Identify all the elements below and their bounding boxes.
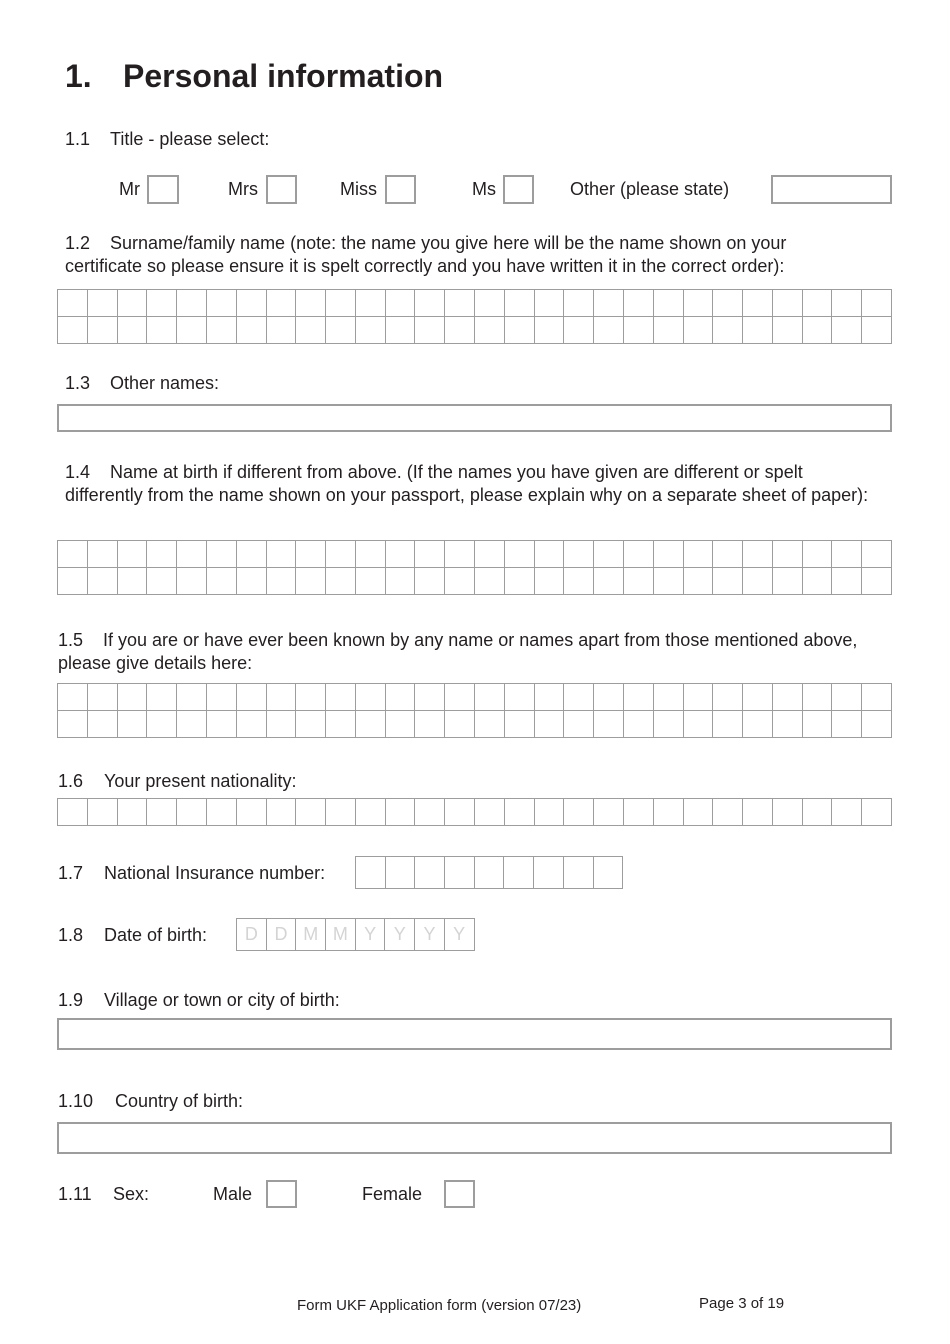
char-cell[interactable] — [386, 857, 416, 889]
char-cell[interactable] — [713, 317, 743, 344]
char-cell[interactable] — [564, 799, 594, 826]
char-cell[interactable] — [177, 684, 207, 711]
char-cell[interactable] — [356, 568, 386, 595]
q1-5-label — [58, 629, 868, 675]
char-cell[interactable] — [207, 711, 237, 738]
char-cell[interactable] — [713, 799, 743, 826]
char-cell[interactable] — [177, 568, 207, 595]
char-cell[interactable] — [415, 857, 445, 889]
dob-cell[interactable]: M — [296, 919, 326, 951]
char-cell[interactable] — [684, 290, 714, 317]
section-title: Personal information — [123, 58, 444, 94]
char-cell[interactable] — [415, 684, 445, 711]
char-cell[interactable] — [475, 799, 505, 826]
dob-cell[interactable]: D — [237, 919, 267, 951]
char-cell[interactable] — [535, 684, 565, 711]
char-cell[interactable] — [535, 711, 565, 738]
ni-number-input[interactable] — [355, 856, 623, 889]
char-cell[interactable] — [773, 799, 803, 826]
title-mrs-label: Mrs — [228, 179, 258, 199]
char-cell[interactable] — [624, 799, 654, 826]
char-cell[interactable] — [296, 541, 326, 568]
char-cell[interactable] — [773, 711, 803, 738]
char-cell[interactable] — [743, 541, 773, 568]
char-cell[interactable] — [684, 711, 714, 738]
char-cell[interactable] — [535, 541, 565, 568]
char-cell[interactable] — [475, 711, 505, 738]
q1-2-number: 1.2 — [65, 233, 91, 253]
char-cell[interactable] — [862, 684, 892, 711]
char-cell[interactable] — [535, 568, 565, 595]
char-cell[interactable] — [267, 568, 297, 595]
char-cell[interactable] — [386, 711, 416, 738]
char-cell[interactable] — [207, 290, 237, 317]
char-cell[interactable] — [535, 290, 565, 317]
char-cell[interactable] — [118, 290, 148, 317]
char-cell[interactable] — [58, 568, 88, 595]
char-cell[interactable] — [743, 568, 773, 595]
page-title — [65, 56, 443, 96]
q1-4-text: Name at birth if different from above. (If the names you have given are different or spelt differently from the name shown on your passport, please explain why on a separate sheet of paper): — [65, 462, 869, 505]
char-cell[interactable] — [386, 684, 416, 711]
char-cell[interactable] — [415, 317, 445, 344]
char-cell[interactable] — [862, 711, 892, 738]
char-cell[interactable] — [535, 799, 565, 826]
char-cell[interactable] — [207, 799, 237, 826]
char-cell[interactable] — [445, 799, 475, 826]
dob-cell[interactable]: Y — [415, 919, 445, 951]
char-cell[interactable] — [445, 857, 475, 889]
char-cell[interactable] — [88, 684, 118, 711]
char-cell[interactable] — [58, 290, 88, 317]
q1-9-number: 1.9 — [58, 990, 84, 1010]
char-cell[interactable] — [684, 799, 714, 826]
dob-cell[interactable]: Y — [356, 919, 386, 951]
char-cell[interactable] — [832, 541, 862, 568]
char-cell[interactable] — [296, 317, 326, 344]
char-cell[interactable] — [594, 857, 624, 889]
char-cell[interactable] — [564, 568, 594, 595]
char-cell[interactable] — [743, 799, 773, 826]
char-cell[interactable] — [326, 799, 356, 826]
char-cell[interactable] — [713, 711, 743, 738]
char-cell[interactable] — [58, 541, 88, 568]
char-cell[interactable] — [386, 317, 416, 344]
char-cell[interactable] — [58, 317, 88, 344]
char-cell[interactable] — [445, 317, 475, 344]
char-cell[interactable] — [594, 799, 624, 826]
char-cell[interactable] — [267, 541, 297, 568]
char-cell[interactable] — [713, 541, 743, 568]
q1-8-number: 1.8 — [58, 925, 84, 945]
char-cell[interactable] — [862, 568, 892, 595]
char-cell[interactable] — [356, 799, 386, 826]
char-cell[interactable] — [504, 857, 534, 889]
q1-3-label — [65, 372, 219, 395]
char-cell[interactable] — [475, 290, 505, 317]
char-cell[interactable] — [624, 568, 654, 595]
char-cell[interactable] — [594, 711, 624, 738]
sex-female-label: Female — [362, 1184, 423, 1204]
char-cell[interactable] — [803, 290, 833, 317]
char-cell[interactable] — [296, 684, 326, 711]
char-cell[interactable] — [267, 799, 297, 826]
title-mr-label: Mr — [119, 179, 140, 199]
sex-female-checkbox[interactable] — [444, 1180, 475, 1208]
footer-page-number: Page 3 of 19 — [699, 1295, 785, 1312]
char-cell[interactable] — [88, 711, 118, 738]
char-cell[interactable] — [356, 684, 386, 711]
char-cell[interactable] — [624, 317, 654, 344]
q1-1-text: Title - please select: — [110, 129, 270, 149]
q1-8-label — [58, 924, 207, 947]
title-miss-label: Miss — [340, 179, 377, 199]
char-cell[interactable] — [803, 799, 833, 826]
title-mrs-checkbox[interactable] — [266, 175, 297, 204]
char-cell[interactable] — [118, 568, 148, 595]
char-cell[interactable] — [684, 684, 714, 711]
q1-9-label — [58, 989, 340, 1012]
char-cell[interactable] — [862, 799, 892, 826]
char-cell[interactable] — [475, 857, 505, 889]
char-cell[interactable] — [237, 684, 267, 711]
char-cell[interactable] — [743, 317, 773, 344]
other-names-input[interactable] — [57, 404, 892, 432]
char-cell[interactable] — [237, 799, 267, 826]
char-cell[interactable] — [624, 684, 654, 711]
char-cell[interactable] — [564, 541, 594, 568]
char-cell[interactable] — [118, 317, 148, 344]
char-cell[interactable] — [862, 290, 892, 317]
char-cell[interactable] — [832, 684, 862, 711]
sex-male-label: Male — [213, 1184, 253, 1204]
char-cell[interactable] — [415, 711, 445, 738]
q1-4-number: 1.4 — [65, 462, 91, 482]
char-cell[interactable] — [147, 684, 177, 711]
char-cell[interactable] — [356, 857, 386, 889]
char-cell[interactable] — [862, 541, 892, 568]
char-cell[interactable] — [654, 684, 684, 711]
char-cell[interactable] — [743, 290, 773, 317]
q1-6-text: Your present nationality: — [104, 771, 297, 791]
char-cell[interactable] — [296, 568, 326, 595]
char-cell[interactable] — [147, 711, 177, 738]
char-cell[interactable] — [684, 317, 714, 344]
char-cell[interactable] — [505, 799, 535, 826]
char-cell[interactable] — [534, 857, 564, 889]
char-cell[interactable] — [237, 317, 267, 344]
char-cell[interactable] — [475, 684, 505, 711]
char-cell[interactable] — [326, 317, 356, 344]
q1-3-number: 1.3 — [65, 373, 91, 393]
char-cell[interactable] — [177, 317, 207, 344]
char-cell[interactable] — [88, 541, 118, 568]
char-cell[interactable] — [505, 541, 535, 568]
char-cell[interactable] — [654, 541, 684, 568]
char-cell[interactable] — [326, 711, 356, 738]
place-of-birth-input[interactable] — [57, 1018, 892, 1050]
title-other-label: Other (please state) — [570, 179, 730, 199]
char-cell[interactable] — [356, 541, 386, 568]
country-of-birth-input[interactable] — [57, 1122, 892, 1154]
char-cell[interactable] — [118, 684, 148, 711]
q1-5-text: If you are or have ever been known by any name or names apart from those mentioned above, please give details here: — [58, 630, 858, 673]
char-cell[interactable] — [803, 541, 833, 568]
char-cell[interactable] — [267, 317, 297, 344]
char-cell[interactable] — [594, 684, 624, 711]
char-cell[interactable] — [147, 568, 177, 595]
char-cell[interactable] — [118, 799, 148, 826]
q1-3-text: Other names: — [110, 373, 220, 393]
q1-5-number: 1.5 — [58, 630, 84, 650]
char-cell[interactable] — [564, 290, 594, 317]
char-cell[interactable] — [147, 799, 177, 826]
char-cell[interactable] — [684, 568, 714, 595]
title-other-input[interactable] — [771, 175, 892, 204]
char-cell[interactable] — [832, 317, 862, 344]
char-cell[interactable] — [237, 711, 267, 738]
char-cell[interactable] — [147, 541, 177, 568]
char-cell[interactable] — [58, 799, 88, 826]
char-cell[interactable] — [267, 684, 297, 711]
char-cell[interactable] — [177, 799, 207, 826]
char-cell[interactable] — [177, 290, 207, 317]
char-cell[interactable] — [356, 317, 386, 344]
dob-cell[interactable]: Y — [385, 919, 415, 951]
char-cell[interactable] — [535, 317, 565, 344]
q1-7-label — [58, 862, 325, 885]
char-cell[interactable] — [654, 290, 684, 317]
char-cell[interactable] — [505, 290, 535, 317]
q1-2-label — [65, 232, 865, 278]
char-cell[interactable] — [475, 541, 505, 568]
char-cell[interactable] — [594, 317, 624, 344]
char-cell[interactable] — [564, 684, 594, 711]
char-cell[interactable] — [177, 541, 207, 568]
char-cell[interactable] — [773, 317, 803, 344]
char-cell[interactable] — [624, 541, 654, 568]
char-cell[interactable] — [505, 711, 535, 738]
sex-male-checkbox[interactable] — [266, 1180, 297, 1208]
char-cell[interactable] — [386, 568, 416, 595]
char-cell[interactable] — [415, 541, 445, 568]
char-cell[interactable] — [445, 290, 475, 317]
char-cell[interactable] — [88, 290, 118, 317]
char-cell[interactable] — [654, 317, 684, 344]
char-cell[interactable] — [475, 317, 505, 344]
char-cell[interactable] — [832, 568, 862, 595]
char-cell[interactable] — [207, 568, 237, 595]
nationality-grid[interactable] — [57, 798, 892, 826]
char-cell[interactable] — [803, 568, 833, 595]
section-number: 1. — [65, 58, 92, 94]
char-cell[interactable] — [296, 799, 326, 826]
char-cell[interactable] — [386, 290, 416, 317]
char-cell[interactable] — [803, 317, 833, 344]
q1-7-number: 1.7 — [58, 863, 84, 883]
char-cell[interactable] — [654, 568, 684, 595]
char-cell[interactable] — [267, 290, 297, 317]
char-cell[interactable] — [713, 290, 743, 317]
char-cell[interactable] — [386, 799, 416, 826]
footer-form-name: Form UKF Application form (version 07/23) — [297, 1297, 582, 1314]
char-cell[interactable] — [803, 711, 833, 738]
char-cell[interactable] — [445, 711, 475, 738]
q1-10-number: 1.10 — [58, 1091, 94, 1111]
char-cell[interactable] — [594, 541, 624, 568]
q1-11-number: 1.11 — [58, 1184, 92, 1204]
q1-11-text: Sex: — [113, 1184, 150, 1204]
surname-grid[interactable] — [57, 289, 892, 344]
q1-4-label — [65, 461, 875, 507]
char-cell[interactable] — [237, 290, 267, 317]
char-cell[interactable] — [415, 290, 445, 317]
char-cell[interactable] — [147, 317, 177, 344]
char-cell[interactable] — [832, 711, 862, 738]
char-cell[interactable] — [177, 711, 207, 738]
char-cell[interactable] — [773, 290, 803, 317]
char-cell[interactable] — [832, 799, 862, 826]
char-cell[interactable] — [118, 541, 148, 568]
char-cell[interactable] — [296, 290, 326, 317]
q1-11-label — [58, 1183, 149, 1206]
char-cell[interactable] — [475, 568, 505, 595]
title-ms-checkbox[interactable] — [503, 175, 534, 204]
char-cell[interactable] — [207, 541, 237, 568]
q1-1-number: 1.1 — [65, 129, 91, 149]
char-cell[interactable] — [862, 317, 892, 344]
q1-7-text: National Insurance number: — [104, 863, 326, 883]
char-cell[interactable] — [356, 290, 386, 317]
char-cell[interactable] — [654, 711, 684, 738]
char-cell[interactable] — [684, 541, 714, 568]
dob-cell[interactable]: M — [326, 919, 356, 951]
char-cell[interactable] — [88, 317, 118, 344]
char-cell[interactable] — [773, 541, 803, 568]
q1-2-text: Surname/family name (note: the name you give here will be the name shown on your certificate so please ensure it is spelt correctly and you have written it in the correct order): — [65, 233, 787, 276]
char-cell[interactable] — [58, 711, 88, 738]
char-cell[interactable] — [88, 568, 118, 595]
char-cell[interactable] — [564, 711, 594, 738]
char-cell[interactable] — [58, 684, 88, 711]
char-cell[interactable] — [415, 568, 445, 595]
char-cell[interactable] — [654, 799, 684, 826]
char-cell[interactable] — [296, 711, 326, 738]
char-cell[interactable] — [564, 317, 594, 344]
char-cell[interactable] — [505, 317, 535, 344]
char-cell[interactable] — [207, 684, 237, 711]
char-cell[interactable] — [624, 290, 654, 317]
other-known-names-grid[interactable] — [57, 683, 892, 738]
char-cell[interactable] — [326, 290, 356, 317]
char-cell[interactable] — [326, 541, 356, 568]
char-cell[interactable] — [386, 541, 416, 568]
char-cell[interactable] — [773, 568, 803, 595]
char-cell[interactable] — [147, 290, 177, 317]
q1-6-label — [58, 770, 296, 793]
char-cell[interactable] — [415, 799, 445, 826]
char-cell[interactable] — [445, 684, 475, 711]
char-cell[interactable] — [594, 568, 624, 595]
char-cell[interactable] — [773, 684, 803, 711]
q1-9-text: Village or town or city of birth: — [104, 990, 340, 1010]
char-cell[interactable] — [564, 857, 594, 889]
char-cell[interactable] — [445, 541, 475, 568]
char-cell[interactable] — [713, 568, 743, 595]
char-cell[interactable] — [832, 290, 862, 317]
char-cell[interactable] — [505, 684, 535, 711]
q1-8-text: Date of birth: — [104, 925, 208, 945]
char-cell[interactable] — [713, 684, 743, 711]
char-cell[interactable] — [445, 568, 475, 595]
char-cell[interactable] — [743, 711, 773, 738]
dob-cell[interactable]: Y — [445, 919, 475, 951]
title-ms-label: Ms — [472, 179, 496, 199]
name-at-birth-grid[interactable] — [57, 540, 892, 595]
char-cell[interactable] — [237, 568, 267, 595]
char-cell[interactable] — [237, 541, 267, 568]
char-cell[interactable] — [118, 711, 148, 738]
q1-6-number: 1.6 — [58, 771, 84, 791]
char-cell[interactable] — [326, 684, 356, 711]
char-cell[interactable] — [326, 568, 356, 595]
char-cell[interactable] — [356, 711, 386, 738]
q1-10-label — [58, 1090, 243, 1113]
char-cell[interactable] — [207, 317, 237, 344]
q1-10-text: Country of birth: — [115, 1091, 244, 1111]
char-cell[interactable] — [803, 684, 833, 711]
char-cell[interactable] — [267, 711, 297, 738]
char-cell[interactable] — [624, 711, 654, 738]
dob-cell[interactable]: D — [267, 919, 297, 951]
char-cell[interactable] — [594, 290, 624, 317]
char-cell[interactable] — [743, 684, 773, 711]
char-cell[interactable] — [88, 799, 118, 826]
char-cell[interactable] — [505, 568, 535, 595]
q1-1-label — [65, 128, 269, 151]
title-miss-checkbox[interactable] — [385, 175, 416, 204]
date-of-birth-input[interactable] — [236, 918, 475, 951]
title-mr-checkbox[interactable] — [147, 175, 179, 204]
